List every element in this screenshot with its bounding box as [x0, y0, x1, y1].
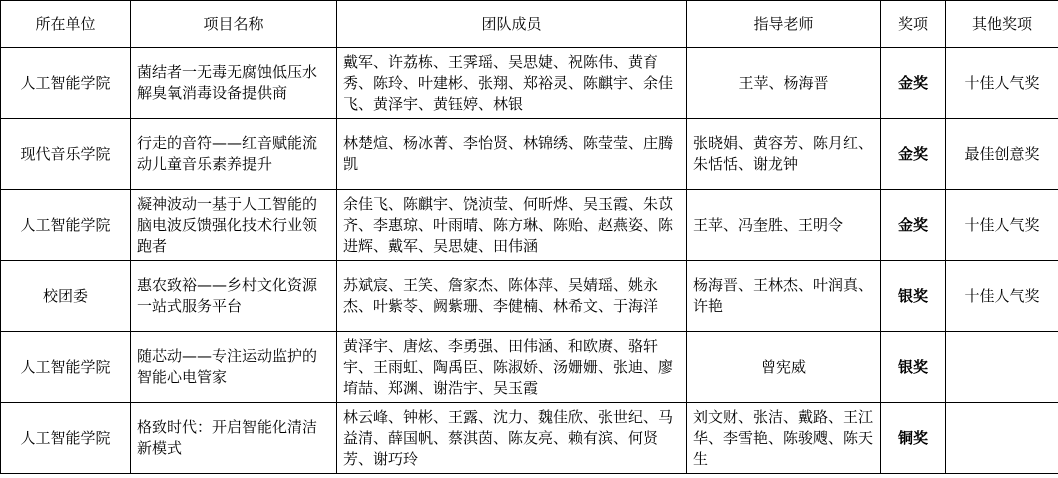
award-cell: 金奖 — [881, 190, 946, 261]
unit-cell: 人工智能学院 — [1, 403, 131, 474]
project-cell: 随芯动——专注运动监护的智能心电管家 — [131, 332, 337, 403]
advisor-cell: 杨海晋、王林杰、叶润真、许艳 — [687, 261, 881, 332]
team-cell: 黄泽宇、唐炫、李勇强、田伟涵、和欧赓、骆轩宇、王雨虹、陶禹臣、陈淑娇、汤姗姗、张迪、廖堉喆、郑渊、谢浩宇、吴玉霞 — [337, 332, 687, 403]
header-team: 团队成员 — [337, 1, 687, 48]
header-unit: 所在单位 — [1, 1, 131, 48]
table-row — [1, 48, 1058, 119]
advisor-cell: 张晓娟、黄容芳、陈月红、朱恬恬、谢龙钟 — [687, 119, 881, 190]
other-award-cell: 十佳人气奖 — [946, 261, 1058, 332]
project-cell: 惠农致裕——乡村文化资源一站式服务平台 — [131, 261, 337, 332]
team-cell: 林楚煊、杨冰菁、李怡贤、林锦绣、陈莹莹、庄腾凯 — [337, 119, 687, 190]
table-row — [1, 332, 1058, 403]
advisor-cell: 曾宪威 — [687, 332, 881, 403]
other-award-cell: 十佳人气奖 — [946, 190, 1058, 261]
unit-cell: 现代音乐学院 — [1, 119, 131, 190]
table-row — [1, 403, 1058, 474]
project-cell: 行走的音符——红音赋能流动儿童音乐素养提升 — [131, 119, 337, 190]
header-project: 项目名称 — [131, 1, 337, 48]
project-cell: 菌结者一无毒无腐蚀低压水解臭氧消毒设备提供商 — [131, 48, 337, 119]
award-cell: 金奖 — [881, 119, 946, 190]
project-cell: 格致时代：开启智能化清洁新模式 — [131, 403, 337, 474]
header-award: 奖项 — [881, 1, 946, 48]
team-cell: 林云峰、钟彬、王露、沈力、魏佳欣、张世纪、马益清、薛国帆、蔡淇茵、陈友亮、赖有滨、何贤芳、谢巧玲 — [337, 403, 687, 474]
advisor-cell: 王苹、冯奎胜、王明令 — [687, 190, 881, 261]
project-cell: 凝神波动一基于人工智能的脑电波反馈强化技术行业领跑者 — [131, 190, 337, 261]
award-cell: 金奖 — [881, 48, 946, 119]
header-row — [1, 1, 1058, 48]
team-cell: 苏斌宸、王笑、詹家杰、陈体萍、吴婧瑶、姚永杰、叶紫苓、阙紫珊、李健楠、林希文、于海洋 — [337, 261, 687, 332]
award-cell: 银奖 — [881, 261, 946, 332]
advisor-cell: 王苹、杨海晋 — [687, 48, 881, 119]
other-award-cell — [946, 403, 1058, 474]
team-cell: 余佳飞、陈麒宇、饶浈莹、何昕烨、吴玉霞、朱苡齐、李惠琼、叶雨晴、陈方琳、陈贻、赵燕姿、陈进辉、戴军、吴思婕、田伟涵 — [337, 190, 687, 261]
table-row — [1, 261, 1058, 332]
team-cell: 戴军、许荔栋、王霁瑶、吴思婕、祝陈伟、黄育秀、陈玲、叶建彬、张翔、郑裕灵、陈麒宇、余佳飞、黄泽宇、黄钰婷、林银 — [337, 48, 687, 119]
unit-cell: 人工智能学院 — [1, 48, 131, 119]
other-award-cell: 最佳创意奖 — [946, 119, 1058, 190]
advisor-cell: 刘文财、张洁、戴路、王江华、李雪艳、陈骏飕、陈天生 — [687, 403, 881, 474]
unit-cell: 校团委 — [1, 261, 131, 332]
header-advisor: 指导老师 — [687, 1, 881, 48]
unit-cell: 人工智能学院 — [1, 332, 131, 403]
award-cell: 银奖 — [881, 332, 946, 403]
table-row — [1, 190, 1058, 261]
unit-cell: 人工智能学院 — [1, 190, 131, 261]
award-cell: 铜奖 — [881, 403, 946, 474]
other-award-cell: 十佳人气奖 — [946, 48, 1058, 119]
other-award-cell — [946, 332, 1058, 403]
header-other-award: 其他奖项 — [946, 1, 1058, 48]
table-row — [1, 119, 1058, 190]
